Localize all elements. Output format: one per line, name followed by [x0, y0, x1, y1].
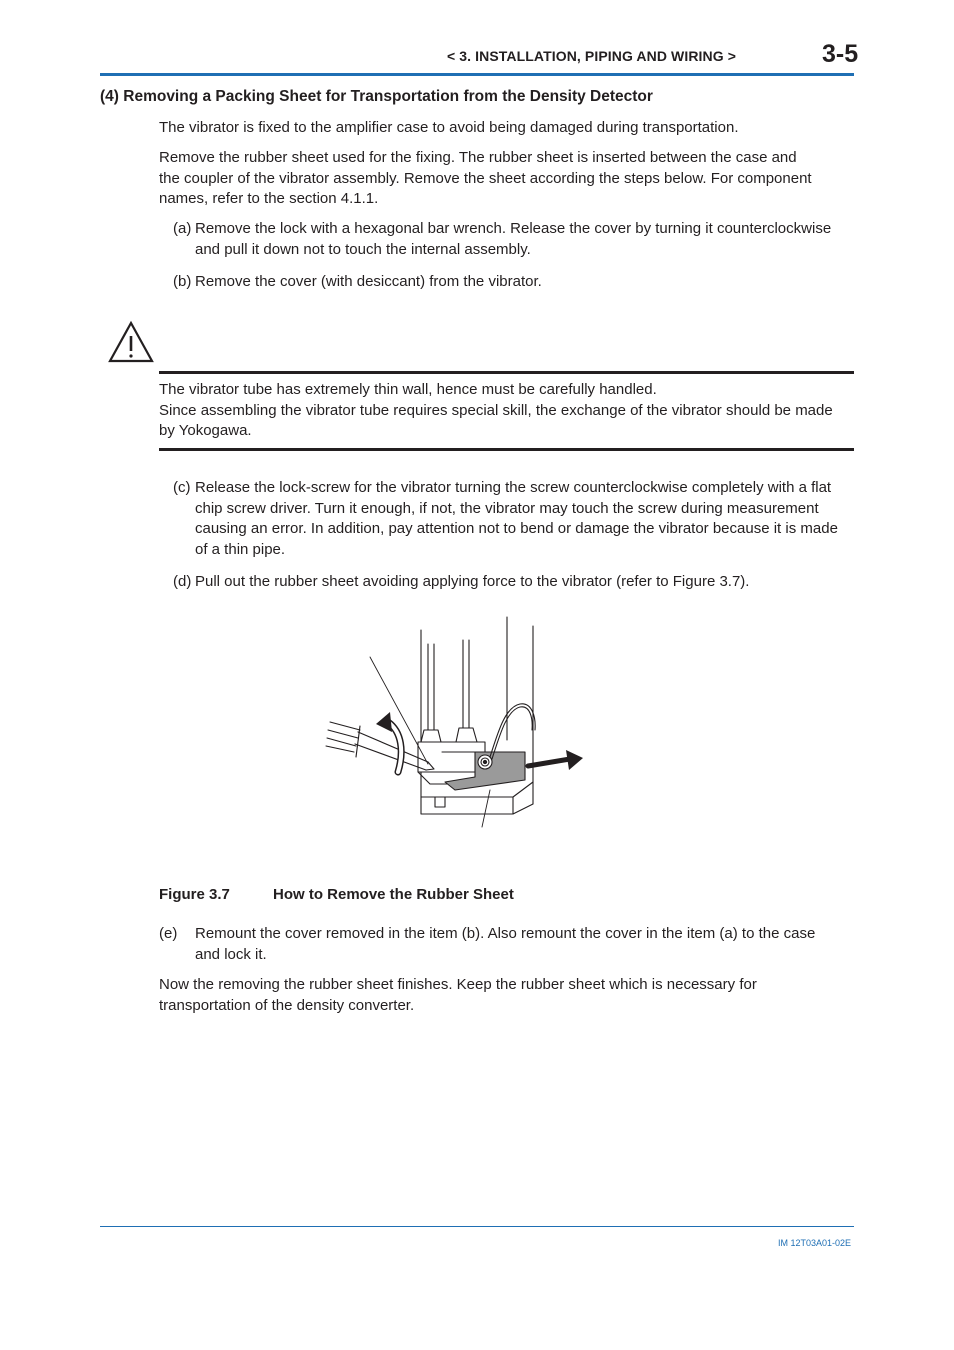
sheet-leader-line	[482, 790, 490, 827]
footer-rule	[100, 1226, 854, 1227]
section-title: (4) Removing a Packing Sheet for Transportation from the Density Detector	[100, 88, 653, 105]
step-a: (a) Remove the lock with a hexagonal bar wrench. Release the cover by turning it counterclockwise and pull it down not to touch the internal assembly.	[173, 220, 832, 258]
step-e: (e) Remount the cover removed in the item (b). Also remount the cover in the item (a) to the case and lock it.	[159, 925, 816, 963]
figure-caption: How to Remove the Rubber Sheet	[273, 886, 514, 903]
caution-text: The vibrator tube has extremely thin wall, hence must be carefully handled. Since assembling the vibrator tube requires special skill, the exchange of the vibrator should be made by Yokogawa.	[159, 381, 833, 439]
caution-bottom-rule	[159, 448, 854, 451]
rubber-sheet-removal-illustration	[320, 612, 600, 837]
header-rule	[100, 73, 854, 76]
vibrator-tube-right	[456, 640, 477, 742]
step-d: (d) Pull out the rubber sheet avoiding applying force to the vibrator (refer to Figure 3.7).	[173, 573, 750, 590]
instruction-paragraph: Remove the rubber sheet used for the fixing. The rubber sheet is inserted between the case and the coupler of the vibrator assembly. Remove the sheet according the steps below. For component names, refer to the section 4.1.1.	[159, 149, 812, 207]
caution-top-rule	[159, 371, 854, 374]
step-c: (c) Release the lock-screw for the vibrator turning the screw counterclockwise completely with a flat chip screw driver. Turn it enough, if not, the vibrator may touch the screw during measurement causing an error. In addition, pay attention not to bend or damage the vibrator because it is made of a thin pipe.	[173, 479, 838, 558]
step-b: (b) Remove the cover (with desiccant) from the vibrator.	[173, 273, 542, 290]
vibrator-tube-left	[421, 644, 441, 742]
intro-paragraph: The vibrator is fixed to the amplifier case to avoid being damaged during transportation.	[159, 119, 739, 136]
pull-out-arrow	[528, 759, 570, 766]
figure-number: Figure 3.7	[159, 886, 230, 903]
closing-paragraph: Now the removing the rubber sheet finishes. Keep the rubber sheet which is necessary for transportation of the density converter.	[159, 976, 757, 1014]
document-id: IM 12T03A01-02E	[778, 1238, 852, 1248]
chapter-header: < 3. INSTALLATION, PIPING AND WIRING >	[447, 48, 737, 64]
page-number: 3-5	[822, 40, 859, 68]
warning-triangle-icon	[108, 320, 156, 364]
